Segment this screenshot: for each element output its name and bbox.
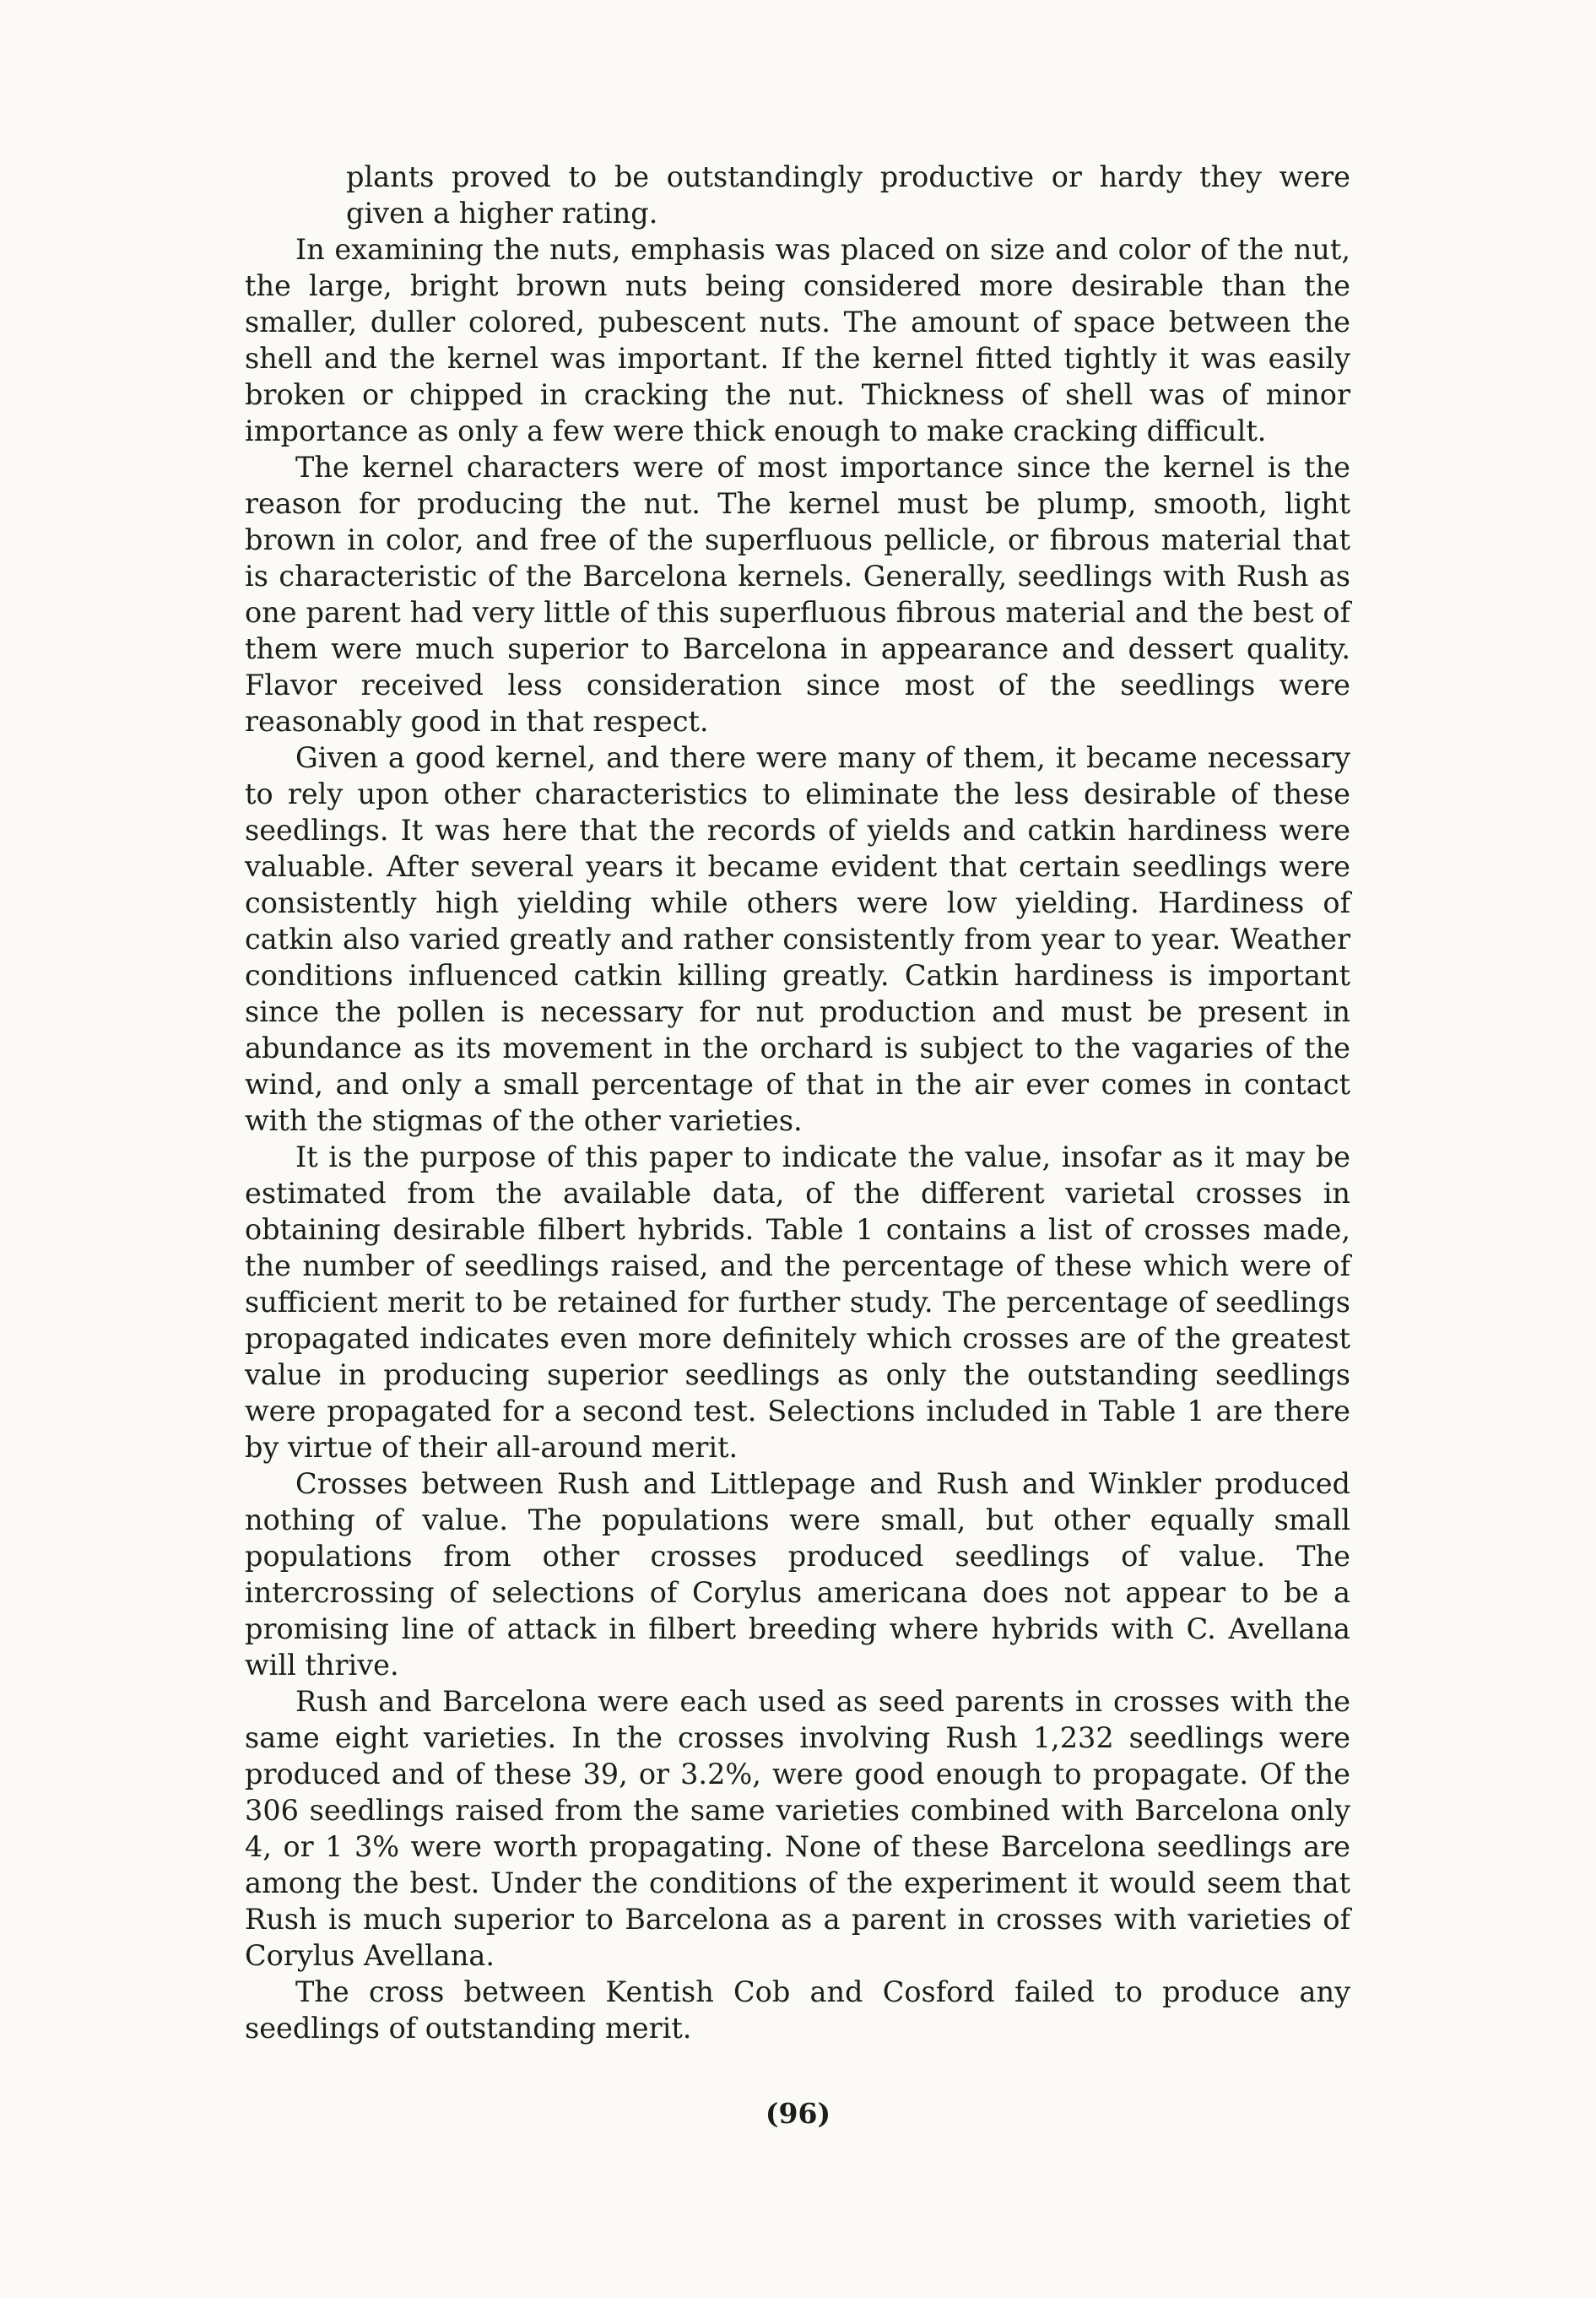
paragraph-purpose: It is the purpose of this paper to indicate the value, insofar as it may be estimated from the available data, of the different varietal crosses in obtaining desirable filbert hybrids. Table 1 contains a list of crosses made, the number of seedlings raised, and the percentage of these which were of sufficient merit to be retained for further study. The percentage of seedlings propagated indicates even more definitely which crosses are of the greatest value in producing superior seedlings as only the outstanding seedlings were propagated for a second test. Selections included in Table 1 are there by virtue of their all-around merit. <box>245 1140 1350 1464</box>
paragraph-continuation: plants proved to be outstandingly productive or hardy they were given a higher rating. <box>346 160 1350 230</box>
page-body <box>245 159 1350 2046</box>
paragraph-crosses-rush: Crosses between Rush and Littlepage and Rush and Winkler produced nothing of value. The populations were small, but other equally small populations from other crosses produced seedlings of value. The intercrossing of selections of Corylus americana does not appear to be a promising line of attack in filbert breeding where hybrids with C. Avellana will thrive. <box>245 1467 1350 1682</box>
paragraph-examining-nuts: In examining the nuts, emphasis was placed on size and color of the nut, the large, bright brown nuts being considered more desirable than the smaller, duller colored, pubescent nuts. The amount of space between the shell and the kernel was important. If the kernel fitted tightly it was easily broken or chipped in cracking the nut. Thickness of shell was of minor importance as only a few were thick enough to make cracking difficult. <box>245 233 1350 447</box>
page-number: (96) <box>765 2097 831 2130</box>
paragraph-good-kernel: Given a good kernel, and there were many of them, it became necessary to rely upon other characteristics to eliminate the less desirable of these seedlings. It was here that the records of yields and catkin hardiness were valuable. After several years it became evident that certain seedlings were consistently high yielding while others were low yielding. Hardiness of catkin also varied greatly and rather consistently from year to year. Weather conditions influenced catkin killing greatly. Catkin hardiness is important since the pollen is necessary for nut production and must be present in abundance as its movement in the orchard is subject to the vagaries of the wind, and only a small percentage of that in the air ever comes in contact with the stigmas of the other varieties. <box>245 741 1350 1137</box>
paragraph-kentish-cob: The cross between Kentish Cob and Cosford failed to produce any seedlings of outstanding merit. <box>245 1975 1350 2045</box>
paragraph-rush-barcelona: Rush and Barcelona were each used as seed parents in crosses with the same eight varieties. In the crosses involving Rush 1,232 seedlings were produced and of these 39, or 3.2%, were good enough to propagate. Of the 306 seedlings raised from the same varieties combined with Barcelona only 4, or 1 3% were worth propagating. None of these Barcelona seedlings are among the best. Under the conditions of the experiment it would seem that Rush is much superior to Barcelona as a parent in crosses with varieties of Corylus Avellana. <box>245 1685 1350 1972</box>
paragraph-kernel-characters: The kernel characters were of most importance since the kernel is the reason for producing the nut. The kernel must be plump, smooth, light brown in color, and free of the superfluous pellicle, or fibrous material that is characteristic of the Barcelona kernels. Generally, seedlings with Rush as one parent had very little of this superfluous fibrous material and the best of them were much superior to Barcelona in appearance and dessert quality. Flavor received less consideration since most of the seedlings were reasonably good in that respect. <box>245 451 1350 738</box>
